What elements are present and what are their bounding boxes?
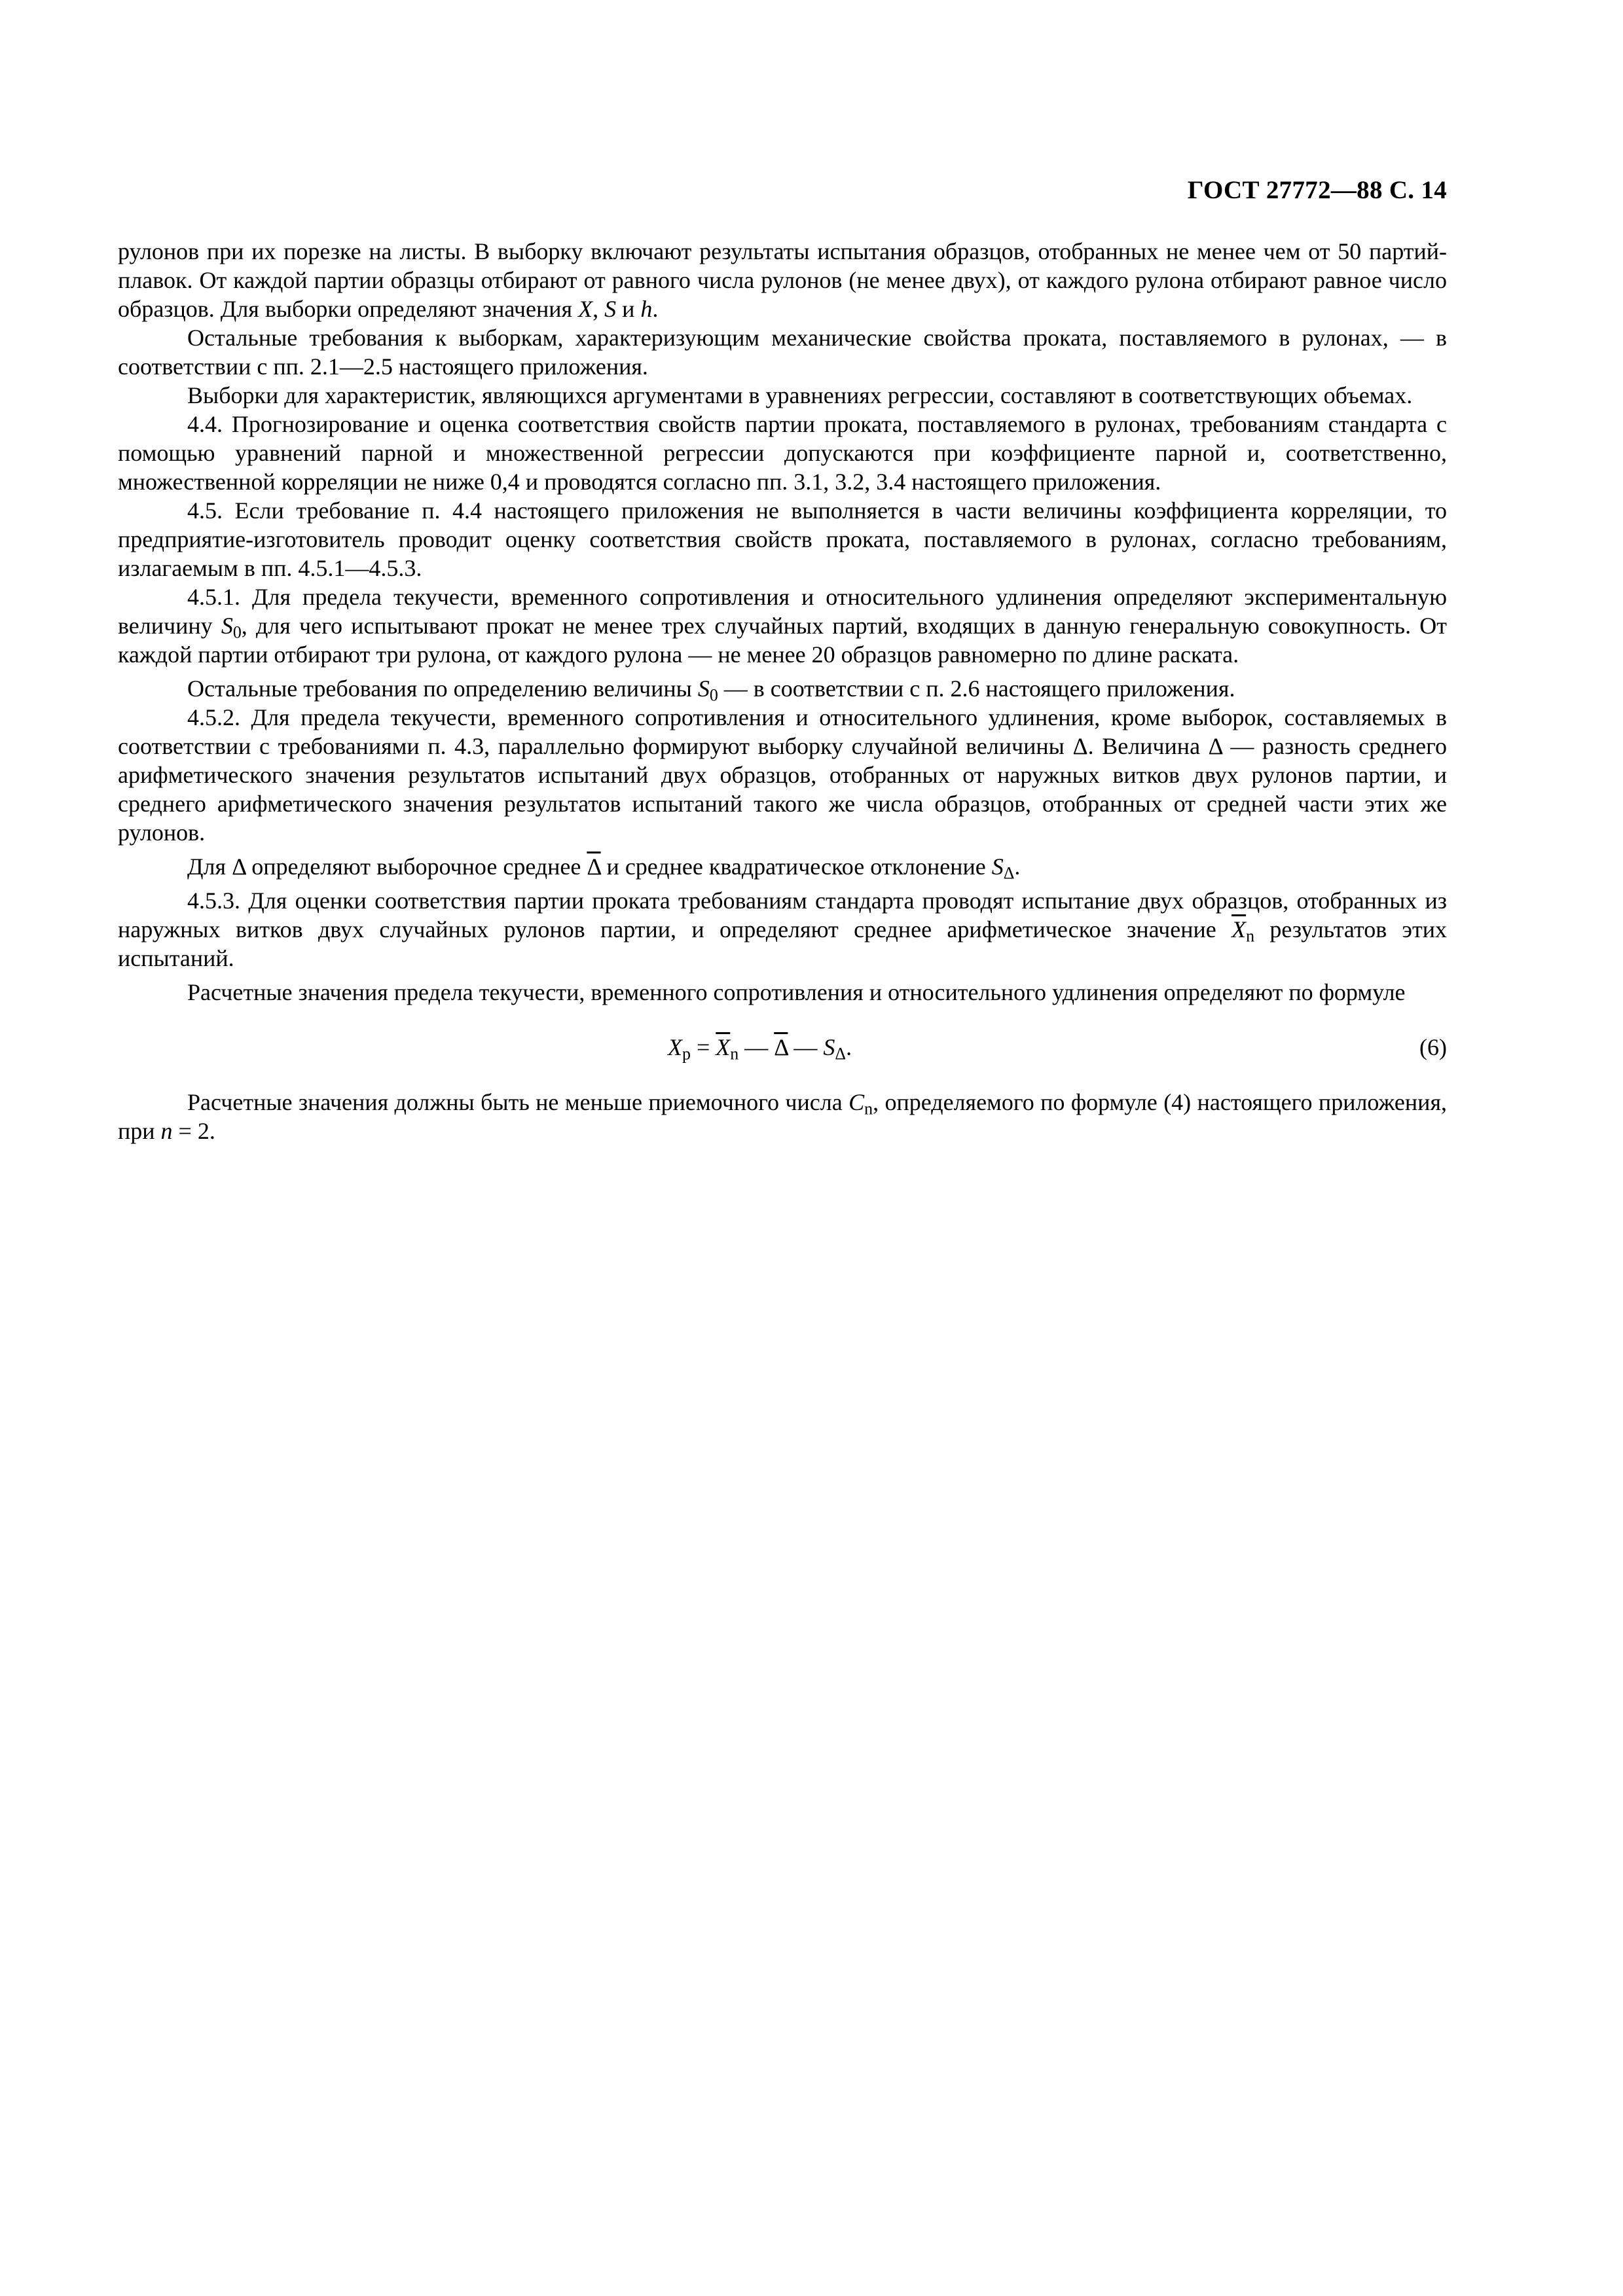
text-run: Остальные требования по определению величины bbox=[187, 675, 698, 702]
paragraph-clause-4-5: 4.5. Если требование п. 4.4 настоящего приложения не выполняется в части величины коэффициента корреляции, то предприятие-изготовитель проводит оценку соответствия свойств проката, поставляемого в рулонах, согласно требованиям, излагаемым в пп. 4.5.1—4.5.3. bbox=[118, 497, 1447, 581]
paragraph-acceptance-number bbox=[118, 1088, 1447, 1145]
text-run: 4.5.1. Для предела текучести, временного сопротивления и относительного удлинения определяют экспериментальную величину bbox=[118, 584, 1447, 639]
subscript: 0 bbox=[709, 685, 718, 705]
equals-sign: = bbox=[690, 1034, 716, 1060]
subscript: n bbox=[864, 1099, 873, 1119]
paragraph-clause-4-5-1 bbox=[118, 583, 1447, 669]
text-run: Для Δ определяют выборочное среднее bbox=[187, 853, 587, 880]
paragraph-s0-requirements bbox=[118, 674, 1447, 703]
formula-expression bbox=[668, 1033, 852, 1062]
symbol-s: S bbox=[604, 296, 617, 322]
paragraph-other-requirements: Остальные требования к выборкам, характеризующим механические свойства проката, поставляемого в рулонах, — в соответствии с пп. 2.1—2.5 настоящего приложения. bbox=[118, 325, 1447, 380]
symbol-x: X bbox=[668, 1034, 682, 1060]
symbol-x-mean: $\overline{X}$ bbox=[1231, 916, 1247, 942]
delta-mean-symbol: $\overline{\Delta}$ bbox=[587, 853, 601, 880]
symbol-x: X bbox=[578, 296, 593, 322]
subscript: n bbox=[730, 1044, 739, 1064]
symbol-s: S bbox=[697, 675, 710, 702]
subscript: Δ bbox=[1003, 863, 1015, 883]
text-run: и среднее квадратическое отклонение bbox=[600, 853, 992, 880]
symbol-c: C bbox=[848, 1089, 865, 1115]
paragraph-clause-4-5-2: 4.5.2. Для предела текучести, временного сопротивления и относительного удлинения, кроме выборок, составляемых в соответствии с требованиями п. 4.3, параллельно формируют выборку случайной величины Δ. Величина Δ — разность среднего арифметического значения результатов испытаний двух образцов, отобранных от наружных витков двух рулонов партии, и среднего арифметического значения результатов испытаний такого же числа образцов, отобранных от средней части этих же рулонов. bbox=[118, 704, 1447, 846]
paragraph-samples-continuation bbox=[118, 237, 1447, 323]
text-run: и bbox=[616, 296, 641, 322]
text-run: . bbox=[1014, 853, 1021, 880]
text-run: , для чего испытывают прокат не менее трех случайных партий, входящих в данную генеральную совокупность. От каждой партии отбирают три рулона, от каждого рулона — не менее 20 образцов равномерно по длине раската. bbox=[118, 613, 1447, 668]
text-run: = 2. bbox=[172, 1118, 215, 1144]
text-run: , bbox=[593, 296, 605, 322]
subscript: Δ bbox=[835, 1044, 847, 1064]
text-run: . bbox=[652, 296, 659, 322]
paragraph-regression-samples: Выборки для характеристик, являющихся аргументами в уравнениях регрессии, составляют в соответствующих объемах. bbox=[187, 382, 1413, 408]
text-run: — в соответствии с п. 2.6 настоящего приложения. bbox=[718, 675, 1235, 702]
subscript: 0 bbox=[232, 622, 242, 642]
paragraph-clause-4-4: 4.4. Прогнозирование и оценка соответствия свойств партии проката, поставляемого в рулонах, требованиям стандарта с помощью уравнений парной и множественной регрессии допускаются при коэффициенте парной и, соответственно, множественной корреляции не ниже 0,4 и проводятся согласно пп. 3.1, 3.2, 3.4 настоящего приложения. bbox=[118, 411, 1447, 495]
equation-number: (6) bbox=[1419, 1034, 1447, 1060]
symbol-x-mean: $\overline{X}$ bbox=[716, 1034, 731, 1060]
document-body bbox=[118, 237, 1447, 1145]
delta-mean-symbol: $\overline{\Delta}$ bbox=[774, 1034, 788, 1060]
text-run: результатов этих испытаний. bbox=[118, 916, 1447, 971]
subscript: n bbox=[1246, 926, 1255, 946]
page-header: ГОСТ 27772—88 С. 14 bbox=[1187, 176, 1447, 204]
paragraph-clause-4-5-3 bbox=[118, 886, 1447, 973]
paragraph-delta-statistics bbox=[118, 852, 1447, 881]
symbol-s: S bbox=[823, 1034, 835, 1060]
paragraph-formula-intro: Расчетные значения предела текучести, временного сопротивления и относительного удлинения определяют по формуле bbox=[187, 979, 1406, 1005]
text-run: , определяемого по формуле (4) настоящего приложения, при bbox=[118, 1089, 1447, 1144]
symbol-s: S bbox=[221, 613, 233, 639]
text-run: 4.5.3. Для оценки соответствия партии проката требованиям стандарта проводят испытание двух образцов, отобранных из наружных витков двух случайных рулонов партии, и определяют среднее арифметическое значение bbox=[118, 888, 1447, 942]
text-run: Расчетные значения должны быть не меньше приемочного числа bbox=[187, 1089, 849, 1115]
minus-sign: — bbox=[739, 1034, 775, 1060]
subscript: p bbox=[682, 1044, 691, 1064]
formula-period: . bbox=[846, 1034, 852, 1060]
formula-6 bbox=[118, 1033, 1447, 1062]
symbol-h: h bbox=[640, 296, 653, 322]
minus-sign: — bbox=[788, 1034, 824, 1060]
symbol-n: n bbox=[160, 1118, 173, 1144]
text-run: рулонов при их порезке на листы. В выборку включают результаты испытания образцов, отобранных не менее чем от 50 партий-плавок. От каждой партии образцы отбирают от равного числа рулонов (не менее двух), от каждого рулона отбирают равное число образцов. Для выборки определяют значения bbox=[118, 238, 1447, 322]
symbol-s: S bbox=[991, 853, 1004, 880]
